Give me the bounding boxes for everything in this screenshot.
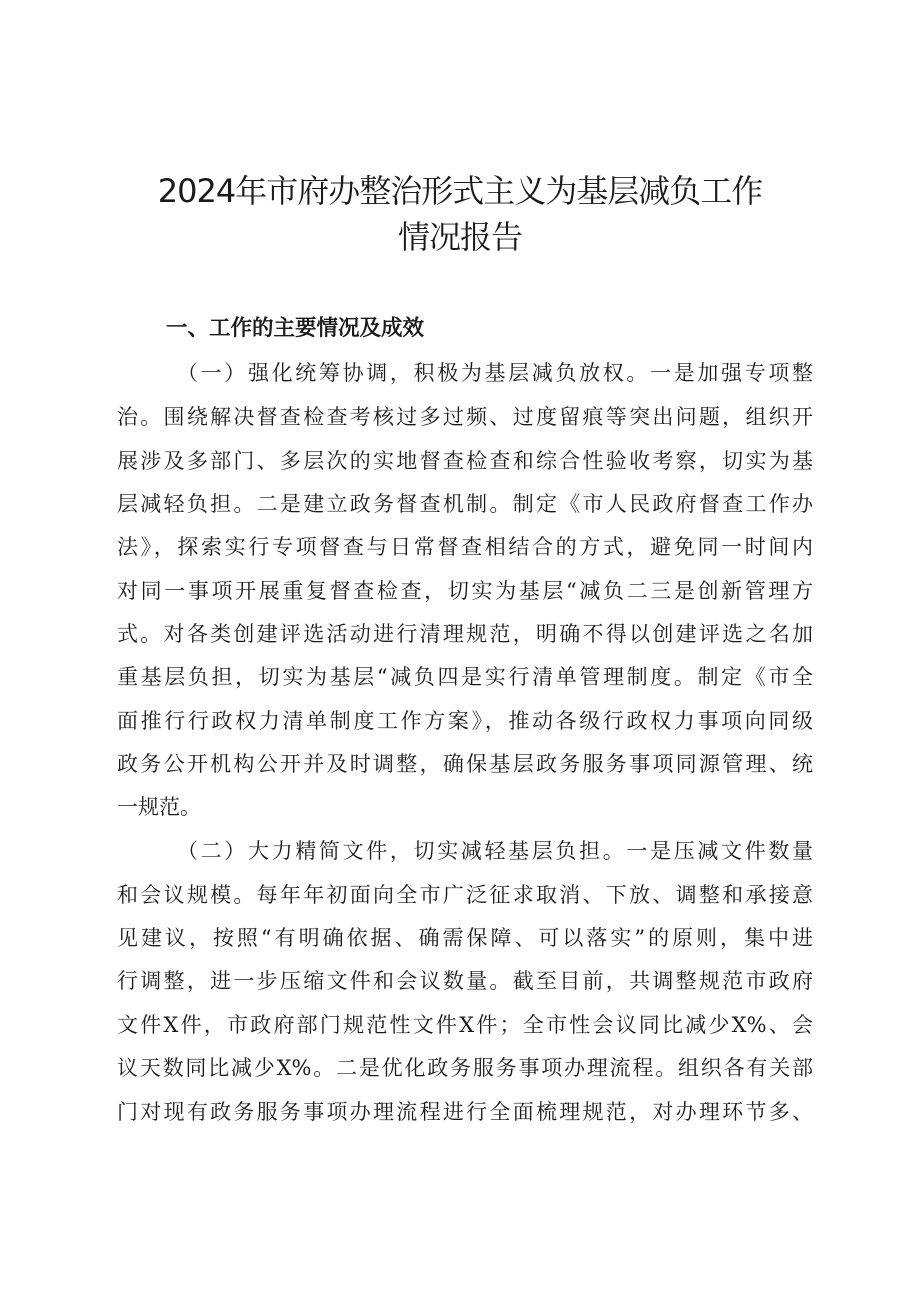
text-line: 展涉及多部门、多层次的实地督查检查和综合性验收考察，切实为基 [117, 449, 813, 473]
text-line: 面推行行政权力清单制度工作方案》，推动各级行政权力事项向同级 [117, 709, 813, 733]
section-heading: 一、工作的主要情况及成效 [166, 316, 425, 341]
document-title [80, 168, 840, 260]
text-line: 对同一事项开展重复督查检查，切实为基层“减负二三是创新管理方 [117, 579, 813, 603]
title-line-1: 2024年市府办整治形式主义为基层减负工作 [157, 172, 763, 210]
text-line: （二）大力精简文件，切实减轻基层负担。一是压减文件数量 [177, 839, 813, 863]
title-line-2: 情况报告 [397, 218, 522, 256]
text-line: 和会议规模。每年年初面向全市广泛征求取消、下放、调整和承接意 [117, 883, 813, 907]
text-line: 政务公开机构公开并及时调整，确保基层政务服务事项同源管理、统 [117, 752, 813, 776]
text-line: 法》，探索实行专项督查与日常督查相结合的方式，避免同一时间内 [117, 535, 813, 559]
text-line: 一规范。 [117, 795, 201, 819]
text-line: （一）强化统筹协调，积极为基层减负放权。一是加强专项整 [177, 361, 813, 385]
text-line: 议天数同比减少X%。二是优化政务服务事项办理流程。组织各有关部 [117, 1056, 813, 1080]
text-line: 治。围绕解决督查检查考核过多过频、过度留痕等突出问题，组织开 [117, 405, 813, 429]
text-line: 层减轻负担。二是建立政务督查机制。制定《市人民政府督查工作办 [117, 492, 813, 516]
text-line: 见建议，按照“有明确依据、确需保障、可以落实”的原则，集中进 [117, 926, 813, 950]
text-line: 式。对各类创建评选活动进行清理规范，明确不得以创建评选之名加 [117, 622, 813, 646]
text-line: 重基层负担，切实为基层“减负四是实行清单管理制度。制定《市全 [117, 665, 813, 689]
text-line: 行调整，进一步压缩文件和会议数量。截至目前，共调整规范市政府 [117, 969, 813, 993]
text-line: 门对现有政务服务事项办理流程进行全面梳理规范，对办理环节多、 [117, 1100, 813, 1124]
text-line: 文件X件，市政府部门规范性文件X件；全市性会议同比减少X%、会 [117, 1013, 813, 1037]
